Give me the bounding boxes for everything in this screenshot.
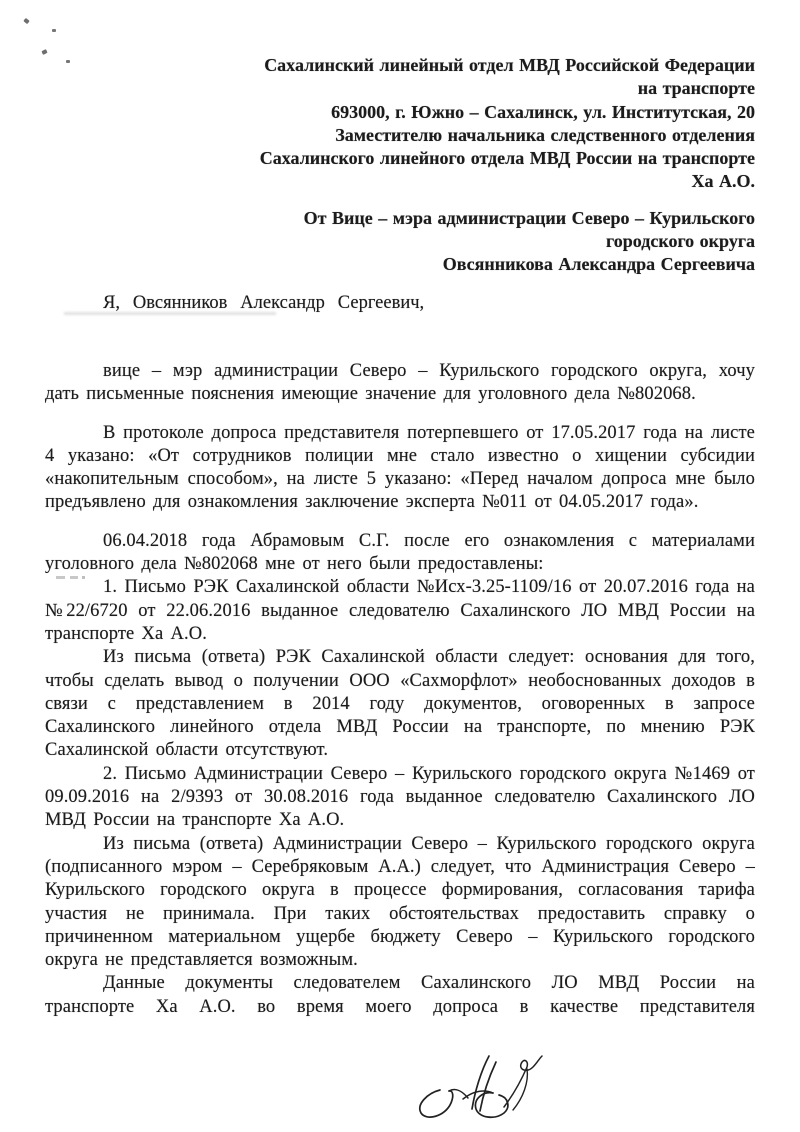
sender-line: От Вице – мэра администрации Северо – Курильского [303,207,755,228]
body-paragraph: 1. Письмо РЭК Сахалинской области №Исх-3.25-1109/16 от 20.07.2016 года на №22/6720 от 22.06.2016 выданное следователю Сахалинского ЛО МВД России на транспорте Ха А.О. [45,577,755,644]
recipient-address-block [45,54,755,194]
handwritten-signature [408,1046,564,1130]
recipient-line: Сахалинский линейный отдел МВД Российской Федерации [264,55,755,75]
scan-speck [52,29,56,32]
sender-block [45,207,755,277]
sender-line: Овсянникова Александра Сергеевича [442,254,755,275]
body-paragraph: вице – мэр администрации Северо – Курильского городского округа, хочу дать письменные пояснения имеющие значение для уголовного дела №802068. [45,360,755,405]
recipient-line: 693000, г. Южно – Сахалинск, ул. Институтская, 20 [331,101,755,122]
body-paragraph: 2. Письмо Администрации Северо – Курильского городского округа №1469 от 09.09.2016 на 2/9393 от 30.08.2016 года выданное следователю Сахалинского ЛО МВД России на транспорте Ха А.О. [45,763,755,831]
recipient-line: Заместителю начальника следственного отделения [335,124,755,145]
letter-content [45,54,755,1019]
body-paragraph: Из письма (ответа) РЭК Сахалинской области следует: основания для того, чтобы сделать вывод о получении ООО «Сахморфлот» необоснованных доходов в связи с представлением в 2014 году документов, оговоренных в запросе Сахалинского линейного отдела МВД России на транспорте, по мнению РЭК Сахалинской области отсутствуют. [45,647,755,761]
recipient-line: Ха А.О. [691,171,755,192]
body-paragraph: Данные документы следователем Сахалинского ЛО МВД России на транспорте Ха А.О. во время моего допроса в качестве представителя [45,973,755,1017]
intro-line: Я, Овсянников Александр Сергеевич, [103,292,425,313]
body-paragraph: 06.04.2018 года Абрамовым С.Г. после его ознакомления с материалами уголовного дела №802068 мне от него были предоставлены: [45,530,755,575]
recipient-line: на транспорте [637,78,755,99]
scan-speck [23,18,29,24]
signature-ink [420,1056,542,1117]
recipient-line: Сахалинского линейного отдела МВД России на транспорте [259,148,755,169]
body-paragraph: Из письма (ответа) Администрации Северо – Курильского городского округа (подписанного мэром – Серебряковым А.А.) следует, что Администрация Северо – Курильского городского округа в процессе формирования, согласования тарифа участия не принимала. При таких обстоятельствах предоставить справку о причиненном материальном ущербе бюджету Северо – Курильского городского округа не представляется возможным. [45,833,755,971]
sender-line: городского округа [606,231,755,252]
body-paragraph: В протоколе допроса представителя потерпевшего от 17.05.2017 года на листе 4 указано: «От сотрудников полиции мне стало известно о хищении субсидии «накопительным способом», на листе 5 указано: «Перед началом допроса мне было предъявлено для ознакомления заключение эксперта №011 от 04.05.2017 года». [45,422,755,513]
